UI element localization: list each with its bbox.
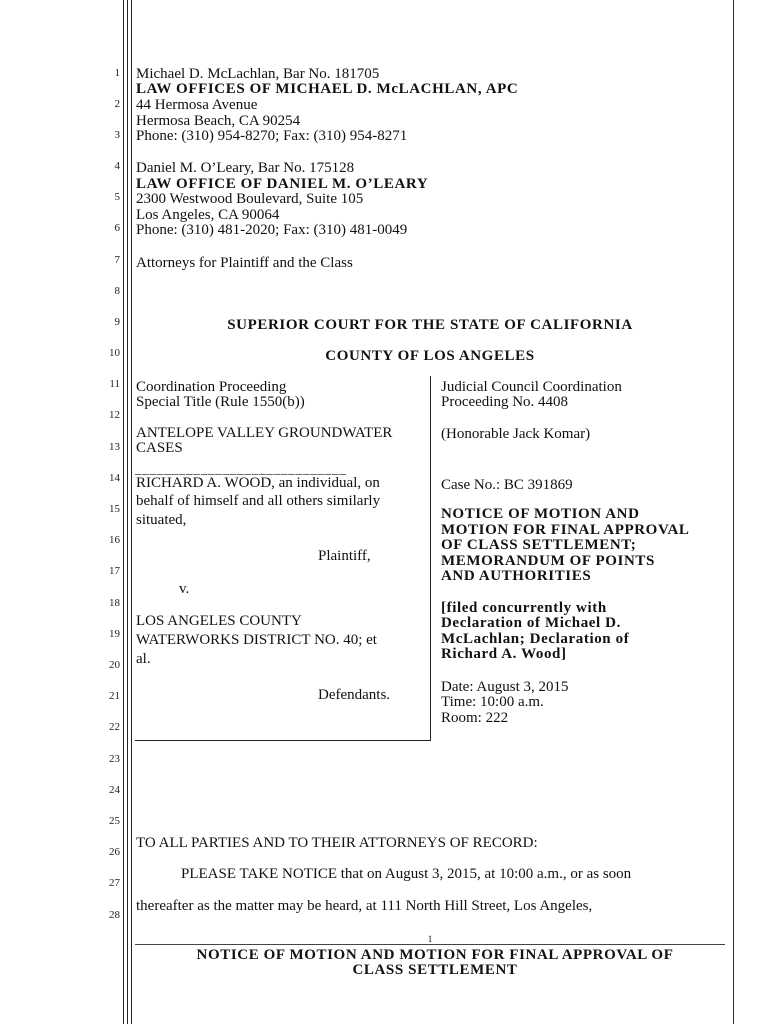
- line-number: 8: [114, 285, 120, 297]
- document-title: NOTICE OF MOTION AND: [441, 506, 640, 522]
- line-number: 21: [109, 690, 120, 702]
- margin-rule-left: [123, 0, 124, 1024]
- case-number: Case No.: BC 391869: [441, 477, 573, 493]
- line-number: 16: [109, 534, 120, 546]
- line-number: 28: [109, 909, 120, 921]
- hearing-room: Room: 222: [441, 710, 509, 726]
- line-number: 1: [114, 67, 120, 79]
- judge-name: (Honorable Jack Komar): [441, 426, 591, 442]
- document-title: AND AUTHORITIES: [441, 568, 592, 584]
- body-paragraph: PLEASE TAKE NOTICE that on August 3, 2015, at 10:00 a.m., or as soon: [181, 866, 632, 882]
- attorney-name: Michael D. McLachlan, Bar No. 181705: [136, 66, 380, 82]
- coordination-proceeding: Coordination Proceeding: [136, 379, 287, 395]
- caption-bottom-rule: [135, 740, 431, 741]
- line-number: 20: [109, 659, 120, 671]
- plaintiff-party: RICHARD A. WOOD, an individual, on: [136, 475, 380, 491]
- footer-rule: [135, 944, 725, 945]
- firm-name: LAW OFFICES OF MICHAEL D. McLACHLAN, APC: [136, 81, 519, 97]
- hearing-time: Time: 10:00 a.m.: [441, 694, 544, 710]
- line-number: 14: [109, 472, 120, 484]
- filed-concurrently: Declaration of Michael D.: [441, 615, 621, 631]
- firm-address-line: 44 Hermosa Avenue: [136, 97, 258, 113]
- defendant-party: WATERWORKS DISTRICT NO. 40; et: [136, 632, 377, 648]
- margin-rule-left-text: [131, 0, 132, 1024]
- line-number: 13: [109, 441, 120, 453]
- line-number: 11: [109, 378, 120, 390]
- firm-name: LAW OFFICE OF DANIEL M. O’LEARY: [136, 176, 429, 192]
- versus: v.: [179, 581, 190, 597]
- plaintiff-party: behalf of himself and all others similarly: [136, 493, 381, 509]
- attorney-name: Daniel M. O’Leary, Bar No. 175128: [136, 160, 355, 176]
- body-paragraph: thereafter as the matter may be heard, at 111 North Hill Street, Los Angeles,: [136, 898, 593, 914]
- firm-phone: Phone: (310) 481-2020; Fax: (310) 481-0049: [136, 222, 408, 238]
- plaintiff-label: Plaintiff,: [318, 548, 371, 564]
- line-number: 3: [114, 129, 120, 141]
- line-number: 5: [114, 191, 120, 203]
- line-number: 27: [109, 877, 120, 889]
- court-name: SUPERIOR COURT FOR THE STATE OF CALIFORNIA: [227, 317, 633, 333]
- hearing-date: Date: August 3, 2015: [441, 679, 569, 695]
- line-number: 2: [114, 98, 120, 110]
- document-title: OF CLASS SETTLEMENT;: [441, 537, 637, 553]
- defendants-label: Defendants.: [318, 687, 391, 703]
- line-number: 19: [109, 628, 120, 640]
- line-number: 10: [109, 347, 120, 359]
- salutation: TO ALL PARTIES AND TO THEIR ATTORNEYS OF RECORD:: [136, 835, 538, 851]
- court-county: COUNTY OF LOS ANGELES: [325, 348, 535, 364]
- caption-separator: _____________________________: [135, 461, 347, 476]
- filed-concurrently: Richard A. Wood]: [441, 646, 567, 662]
- attorneys-for: Attorneys for Plaintiff and the Class: [136, 255, 353, 271]
- line-number: 23: [109, 753, 120, 765]
- line-number: 7: [114, 254, 120, 266]
- firm-address-line: 2300 Westwood Boulevard, Suite 105: [136, 191, 364, 207]
- special-title: Special Title (Rule 1550(b)): [136, 394, 305, 410]
- firm-address-line: Hermosa Beach, CA 90254: [136, 113, 301, 129]
- footer-title: NOTICE OF MOTION AND MOTION FOR FINAL APPROVAL OF: [196, 947, 674, 963]
- document-title: MEMORANDUM OF POINTS: [441, 553, 655, 569]
- line-number: 9: [114, 316, 120, 328]
- line-number: 6: [114, 222, 120, 234]
- line-number: 18: [109, 597, 120, 609]
- line-number: 25: [109, 815, 120, 827]
- footer-title: CLASS SETTLEMENT: [352, 962, 518, 978]
- document-title: MOTION FOR FINAL APPROVAL: [441, 522, 690, 538]
- cases-title: ANTELOPE VALLEY GROUNDWATER: [136, 425, 393, 441]
- line-number: 24: [109, 784, 120, 796]
- margin-rule-right: [733, 0, 734, 1024]
- firm-phone: Phone: (310) 954-8270; Fax: (310) 954-8271: [136, 128, 408, 144]
- filed-concurrently: [filed concurrently with: [441, 600, 607, 616]
- cases-title: CASES: [136, 440, 183, 456]
- line-number: 17: [109, 565, 120, 577]
- judicial-council: Proceeding No. 4408: [441, 394, 569, 410]
- defendant-party: al.: [136, 651, 151, 667]
- caption-divider: [430, 376, 431, 740]
- filed-concurrently: McLachlan; Declaration of: [441, 631, 630, 647]
- defendant-party: LOS ANGELES COUNTY: [136, 613, 302, 629]
- page-number: 1: [427, 934, 433, 944]
- margin-rule-left-inner: [127, 0, 128, 1024]
- line-number: 22: [109, 721, 120, 733]
- line-number: 4: [114, 160, 120, 172]
- plaintiff-party: situated,: [136, 512, 187, 528]
- judicial-council: Judicial Council Coordination: [441, 379, 622, 395]
- line-number: 15: [109, 503, 120, 515]
- line-number: 26: [109, 846, 120, 858]
- line-number: 12: [109, 409, 120, 421]
- firm-address-line: Los Angeles, CA 90064: [136, 207, 280, 223]
